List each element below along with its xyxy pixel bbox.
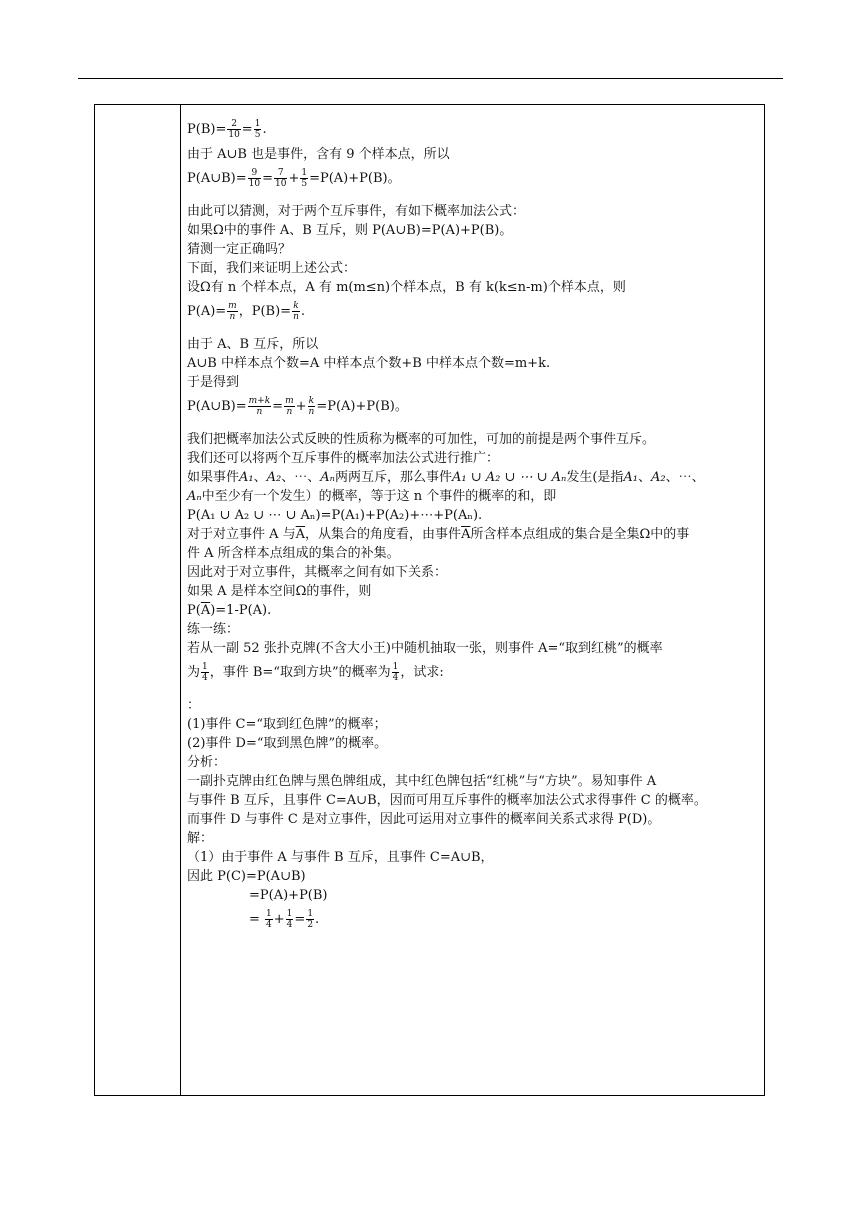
a-bar: $\overline{A}$ xyxy=(200,603,211,618)
line-complement xyxy=(187,525,757,544)
fraction xyxy=(392,662,400,683)
denominator: n xyxy=(256,407,263,417)
text: )=1-P(A). xyxy=(210,603,272,618)
fraction xyxy=(286,909,294,930)
fraction xyxy=(300,168,308,189)
fraction xyxy=(254,119,262,140)
fraction xyxy=(227,119,240,140)
fraction xyxy=(284,396,295,417)
paragraph: 与事件 B 互斥，且事件 C=A∪B，因而可用互斥事件的概率加法公式求得事件 C 的概率。 xyxy=(187,793,707,808)
lesson-table xyxy=(94,104,765,1096)
fraction xyxy=(248,168,261,189)
numerator: 1 xyxy=(301,168,308,178)
text: 、 xyxy=(253,470,267,485)
text: ⋯ xyxy=(678,470,692,485)
paragraph: （1）由于事件 A 与事件 B 互斥，且事件 C=A∪B， xyxy=(187,850,494,865)
text: =P(A)+P(B)。 xyxy=(309,171,401,186)
table-left-column xyxy=(95,105,181,1095)
numerator: 1 xyxy=(266,909,272,919)
paragraph: 因此对于对立事件，其概率之间有如下关系： xyxy=(187,565,448,580)
section-label: 解： xyxy=(187,831,214,846)
math-a2: A₂ xyxy=(651,470,666,485)
denominator: 10 xyxy=(228,130,240,140)
a-bar: $\overline{A}$ xyxy=(295,527,306,542)
text: 对于对立事件 A 与 xyxy=(187,527,296,542)
paragraph: ： xyxy=(187,698,201,713)
text: 发生(是指 xyxy=(566,470,624,485)
formula: P(A₁ ∪ A₂ ∪ ⋯ ∪ Aₙ)=P(A₁)+P(A₂)+⋯+P(Aₙ). xyxy=(187,508,483,523)
line-pa-pb: P(A)= $\frac{m}{n}$ ，P(B)= $\frac{k}{n}$ . xyxy=(187,301,305,322)
math-an: Aₙ xyxy=(187,489,202,504)
paragraph: 由于 A∪B 也是事件，含有 9 个样本点，所以 xyxy=(187,147,450,162)
paragraph: 猜测一定正确吗？ xyxy=(187,242,292,257)
text: 所含样本点组成的集合是全集Ω中的事 xyxy=(470,527,690,542)
paragraph: 如果Ω中的事件 A、B 互斥，则 P(A∪B)=P(A)+P(B)。 xyxy=(187,223,513,238)
text: 、 xyxy=(307,470,321,485)
paragraph: 设Ω有 n 个样本点，A 有 m(m≤n)个样本点，B 有 k(k≤n-m)个样本点，则 xyxy=(187,280,626,295)
paragraph: =P(A)+P(B) xyxy=(249,888,328,903)
paragraph: 下面，我们来证明上述公式： xyxy=(187,261,357,276)
text: 如果事件 xyxy=(187,470,240,485)
math-a1: A₁ xyxy=(623,470,638,485)
a-bar: $\overline{A}$ xyxy=(461,527,471,542)
paragraph: 而事件 D 与事件 C 是对立事件，因此可运用对立事件的概率间关系式求得 P(D)。 xyxy=(187,812,661,827)
text: 两两互斥，那么事件 xyxy=(334,470,452,485)
paragraph: 于是得到 xyxy=(187,375,240,390)
line-pb: P(B)= $\frac{2}{10}$ = $\frac{1}{5}$ . xyxy=(187,119,267,140)
line-pab: P(A∪B)= $\frac{9}{10}$ = $\frac{7}{10}$ + $\frac{1}{5}$ =P(A)+P(B)。 xyxy=(187,168,401,189)
fraction xyxy=(274,168,287,189)
paragraph: 由于 A、B 互斥，所以 xyxy=(187,337,319,352)
text: ，试求: xyxy=(400,665,444,680)
denominator: n xyxy=(286,407,293,417)
text: ，P(B)= xyxy=(238,304,292,319)
lesson-content xyxy=(187,115,757,935)
line-generalization xyxy=(187,468,757,487)
numerator: 1 xyxy=(254,119,261,129)
paragraph: 若从一副 52 张扑克牌(不含大小王)中随机抽取一张，则事件 A=“取到红桃”的概率 xyxy=(187,641,663,656)
numerator: m+k xyxy=(248,396,271,406)
denominator: 4 xyxy=(202,673,208,683)
denominator: n xyxy=(308,407,315,417)
math-an: Aₙ xyxy=(320,470,335,485)
denominator: n xyxy=(293,312,299,322)
denominator: 4 xyxy=(286,920,293,930)
text: ⋯ xyxy=(294,470,308,485)
text: 中至少有一个发生）的概率，等于这 n 个事件的概率的和，即 xyxy=(201,489,557,504)
denominator: 4 xyxy=(392,673,399,683)
text: 、 xyxy=(281,470,295,485)
fraction xyxy=(265,909,273,930)
paragraph: 一副扑克牌由红色牌与黑色牌组成，其中红色牌包括“红桃”与“方块”。易知事件 A xyxy=(187,774,657,789)
math-a2: A₂ xyxy=(266,470,282,485)
text: ，事件 B=“取到方块”的概率为 xyxy=(209,665,391,680)
text: P(A∪B)= xyxy=(187,171,247,186)
line-result: = $\frac{1}{4}$ + $\frac{1}{4}$ = $\frac{1}{2}$ . xyxy=(249,909,320,930)
numerator: 1 xyxy=(286,909,293,919)
numerator: 2 xyxy=(227,119,240,130)
numerator: 1 xyxy=(392,662,399,672)
text: P(A∪B)= xyxy=(187,399,247,414)
line-probabilities xyxy=(187,658,757,688)
denominator: 4 xyxy=(266,920,272,930)
formula-complement xyxy=(187,601,757,620)
numerator: 9 xyxy=(248,168,261,179)
text: 、 xyxy=(665,470,679,485)
denominator: 2 xyxy=(307,920,314,930)
denominator: 10 xyxy=(248,179,261,189)
paragraph: 件 A 所含样本点组成的集合的补集。 xyxy=(187,546,400,561)
denominator: n xyxy=(229,312,236,322)
fraction xyxy=(306,909,314,930)
fraction xyxy=(248,396,272,417)
text: 、 xyxy=(691,470,705,485)
denominator: 10 xyxy=(274,179,287,189)
text: P(A)= xyxy=(187,304,227,319)
fraction xyxy=(201,662,209,683)
fraction xyxy=(227,301,238,322)
fraction xyxy=(308,396,316,417)
section-label: 练一练： xyxy=(187,622,240,637)
text: 为 xyxy=(187,665,201,680)
text: 、 xyxy=(638,470,652,485)
section-label: 分析： xyxy=(187,755,227,770)
text: ，从集合的角度看，由事件 xyxy=(305,527,462,542)
math-a1: A₁ xyxy=(239,470,254,485)
math-union: A₁ ∪ A₂ ∪ ⋯ ∪ Aₙ xyxy=(451,470,567,485)
numerator: 1 xyxy=(307,909,314,919)
line-pab-mk: P(A∪B)= $\frac{m+k}{n}$ = $\frac{m}{n}$ + $\frac{k}{n}$ =P(A)+P(B)。 xyxy=(187,396,408,417)
paragraph: (2)事件 D=“取到黑色牌”的概率。 xyxy=(187,736,388,751)
numerator: k xyxy=(293,301,299,311)
paragraph: 我们把概率加法公式反映的性质称为概率的可加性，可加的前提是两个事件互斥。 xyxy=(187,432,656,447)
denominator: 5 xyxy=(254,130,261,140)
text: P( xyxy=(187,603,201,618)
paragraph: 我们还可以将两个互斥事件的概率加法公式进行推广： xyxy=(187,451,500,466)
header-rule xyxy=(78,78,783,79)
paragraph: 因此 P(C)=P(A∪B) xyxy=(187,869,306,884)
paragraph: 如果 A 是样本空间Ω的事件，则 xyxy=(187,584,372,599)
numerator: k xyxy=(308,396,315,406)
paragraph: A∪B 中样本点个数=A 中样本点个数+B 中样本点个数=m+k. xyxy=(187,356,551,371)
numerator: 1 xyxy=(202,662,208,672)
text: = xyxy=(249,912,265,927)
paragraph: 由此可以猜测，对于两个互斥事件，有如下概率加法公式： xyxy=(187,204,526,219)
numerator: 7 xyxy=(274,168,287,179)
numerator: m xyxy=(285,396,294,406)
text: =P(A)+P(B)。 xyxy=(316,399,408,414)
denominator: 5 xyxy=(301,179,308,189)
line-generalization-2 xyxy=(187,487,757,506)
numerator: m xyxy=(228,301,237,311)
text: P(B)= xyxy=(187,122,227,137)
paragraph: (1)事件 C=“取到红色牌”的概率； xyxy=(187,717,387,732)
fraction xyxy=(292,301,300,322)
